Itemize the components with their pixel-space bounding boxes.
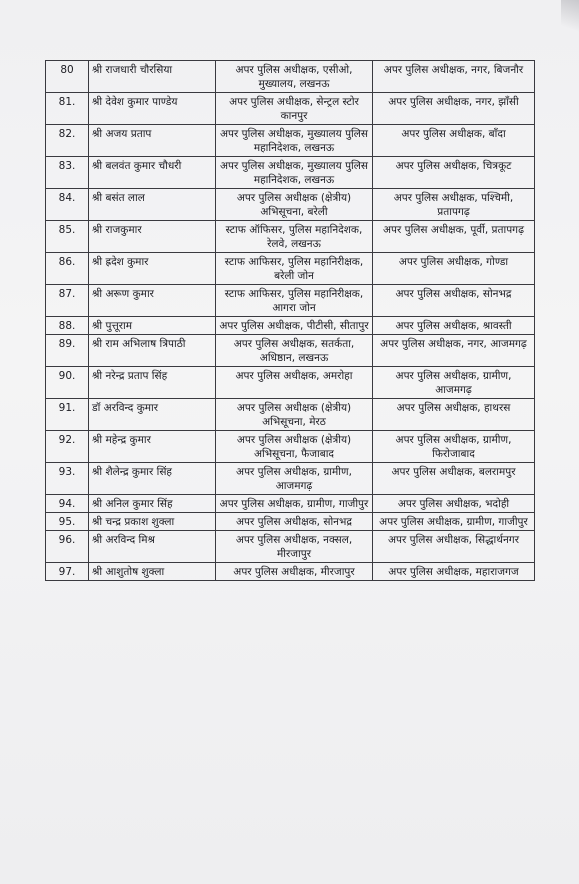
officer-name-cell: श्री आशुतोष शुक्ला (89, 563, 216, 581)
current-posting-cell: स्टाफ आफिसर, पुलिस महानिरीक्षक, बरेली जोन (216, 253, 373, 285)
current-posting-cell: अपर पुलिस अधीक्षक, सोनभद्र (216, 513, 373, 531)
serial-number-cell: 82. (46, 125, 89, 157)
officer-name-cell: श्री शैलेन्द्र कुमार सिंह (89, 463, 216, 495)
new-posting-cell: अपर पुलिस अधीक्षक, नगर, आजमगढ़ (373, 335, 535, 367)
officer-name-cell: श्री पुत्तूराम (89, 317, 216, 335)
officer-name-cell: श्री अरूण कुमार (89, 285, 216, 317)
officer-name-cell: श्री बलवंत कुमार चौधरी (89, 157, 216, 189)
table-row (46, 285, 535, 317)
transfer-table (45, 60, 535, 581)
serial-number-cell: 85. (46, 221, 89, 253)
officer-name-cell: श्री अरविन्द मिश्र (89, 531, 216, 563)
new-posting-cell: अपर पुलिस अधीक्षक, पूर्वी, प्रतापगढ़ (373, 221, 535, 253)
new-posting-cell: अपर पुलिस अधीक्षक, चित्रकूट (373, 157, 535, 189)
table-row (46, 563, 535, 581)
current-posting-cell: अपर पुलिस अधीक्षक (क्षेत्रीय) अभिसूचना, फैजाबाद (216, 431, 373, 463)
new-posting-cell: अपर पुलिस अधीक्षक, नगर, बिजनौर (373, 61, 535, 93)
current-posting-cell: अपर पुलिस अधीक्षक, ग्रामीण, आजमगढ़ (216, 463, 373, 495)
new-posting-cell: अपर पुलिस अधीक्षक, सोनभद्र (373, 285, 535, 317)
table-row (46, 317, 535, 335)
new-posting-cell: अपर पुलिस अधीक्षक, ग्रामीण, आजमगढ़ (373, 367, 535, 399)
table-row (46, 221, 535, 253)
serial-number-cell: 80 (46, 61, 89, 93)
new-posting-cell: अपर पुलिस अधीक्षक, महाराजगज (373, 563, 535, 581)
serial-number-cell: 92. (46, 431, 89, 463)
officer-name-cell: श्री राजधारी चौरसिया (89, 61, 216, 93)
new-posting-cell: अपर पुलिस अधीक्षक, ग्रामीण, गाजीपुर (373, 513, 535, 531)
serial-number-cell: 97. (46, 563, 89, 581)
table-row (46, 93, 535, 125)
serial-number-cell: 88. (46, 317, 89, 335)
serial-number-cell: 93. (46, 463, 89, 495)
serial-number-cell: 96. (46, 531, 89, 563)
officer-name-cell: श्री ह्रदेश कुमार (89, 253, 216, 285)
officer-name-cell: श्री अजय प्रताप (89, 125, 216, 157)
officer-name-cell: श्री बसंत लाल (89, 189, 216, 221)
current-posting-cell: अपर पुलिस अधीक्षक, सतर्कता, अधिष्ठान, लखनऊ (216, 335, 373, 367)
table-row (46, 399, 535, 431)
new-posting-cell: अपर पुलिस अधीक्षक, भदोही (373, 495, 535, 513)
current-posting-cell: स्टाफ आफिसर, पुलिस महानिरीक्षक, आगरा जोन (216, 285, 373, 317)
current-posting-cell: स्टाफ ऑफिसर, पुलिस महानिदेशक, रेलवे, लखनऊ (216, 221, 373, 253)
table-row (46, 463, 535, 495)
current-posting-cell: अपर पुलिस अधीक्षक, ग्रामीण, गाजीपुर (216, 495, 373, 513)
table-row (46, 157, 535, 189)
serial-number-cell: 81. (46, 93, 89, 125)
serial-number-cell: 84. (46, 189, 89, 221)
current-posting-cell: अपर पुलिस अधीक्षक, अमरोहा (216, 367, 373, 399)
table-row (46, 61, 535, 93)
officer-name-cell: श्री नरेन्द्र प्रताप सिंह (89, 367, 216, 399)
serial-number-cell: 89. (46, 335, 89, 367)
new-posting-cell: अपर पुलिस अधीक्षक, पश्चिमी, प्रतापगढ़ (373, 189, 535, 221)
table-row (46, 367, 535, 399)
officer-name-cell: श्री महेन्द्र कुमार (89, 431, 216, 463)
current-posting-cell: अपर पुलिस अधीक्षक, मीरजापुर (216, 563, 373, 581)
page-shadow (561, 0, 579, 40)
serial-number-cell: 90. (46, 367, 89, 399)
serial-number-cell: 94. (46, 495, 89, 513)
officer-name-cell: श्री चन्द्र प्रकाश शुक्ला (89, 513, 216, 531)
serial-number-cell: 87. (46, 285, 89, 317)
new-posting-cell: अपर पुलिस अधीक्षक, हाथरस (373, 399, 535, 431)
serial-number-cell: 95. (46, 513, 89, 531)
new-posting-cell: अपर पुलिस अधीक्षक, नगर, झाँसी (373, 93, 535, 125)
current-posting-cell: अपर पुलिस अधीक्षक (क्षेत्रीय) अभिसूचना, बरेली (216, 189, 373, 221)
transfer-table-body (46, 61, 535, 581)
table-row (46, 513, 535, 531)
current-posting-cell: अपर पुलिस अधीक्षक, मुख्यालय पुलिस महानिदेशक, लखनऊ (216, 157, 373, 189)
table-row (46, 125, 535, 157)
serial-number-cell: 86. (46, 253, 89, 285)
serial-number-cell: 91. (46, 399, 89, 431)
new-posting-cell: अपर पुलिस अधीक्षक, ग्रामीण, फिरोजाबाद (373, 431, 535, 463)
officer-name-cell: श्री राम अभिलाष त्रिपाठी (89, 335, 216, 367)
current-posting-cell: अपर पुलिस अधीक्षक (क्षेत्रीय) अभिसूचना, मेरठ (216, 399, 373, 431)
table-row (46, 431, 535, 463)
current-posting-cell: अपर पुलिस अधीक्षक, सेन्ट्रल स्टोर कानपुर (216, 93, 373, 125)
current-posting-cell: अपर पुलिस अधीक्षक, एसीओ, मुख्यालय, लखनऊ (216, 61, 373, 93)
current-posting-cell: अपर पुलिस अधीक्षक, पीटीसी, सीतापुर (216, 317, 373, 335)
current-posting-cell: अपर पुलिस अधीक्षक, नक्सल, मीरजापुर (216, 531, 373, 563)
officer-name-cell: श्री अनिल कुमार सिंह (89, 495, 216, 513)
officer-name-cell: डॉ अरविन्द कुमार (89, 399, 216, 431)
table-row (46, 335, 535, 367)
table-row (46, 531, 535, 563)
current-posting-cell: अपर पुलिस अधीक्षक, मुख्यालय पुलिस महानिदेशक, लखनऊ (216, 125, 373, 157)
new-posting-cell: अपर पुलिस अधीक्षक, गोण्डा (373, 253, 535, 285)
new-posting-cell: अपर पुलिस अधीक्षक, बलरामपुर (373, 463, 535, 495)
table-row (46, 189, 535, 221)
new-posting-cell: अपर पुलिस अधीक्षक, सिद्धार्थनगर (373, 531, 535, 563)
table-row (46, 253, 535, 285)
serial-number-cell: 83. (46, 157, 89, 189)
new-posting-cell: अपर पुलिस अधीक्षक, बाँदा (373, 125, 535, 157)
table-row (46, 495, 535, 513)
officer-name-cell: श्री राजकुमार (89, 221, 216, 253)
officer-name-cell: श्री देवेश कुमार पाण्डेय (89, 93, 216, 125)
new-posting-cell: अपर पुलिस अधीक्षक, श्रावस्ती (373, 317, 535, 335)
